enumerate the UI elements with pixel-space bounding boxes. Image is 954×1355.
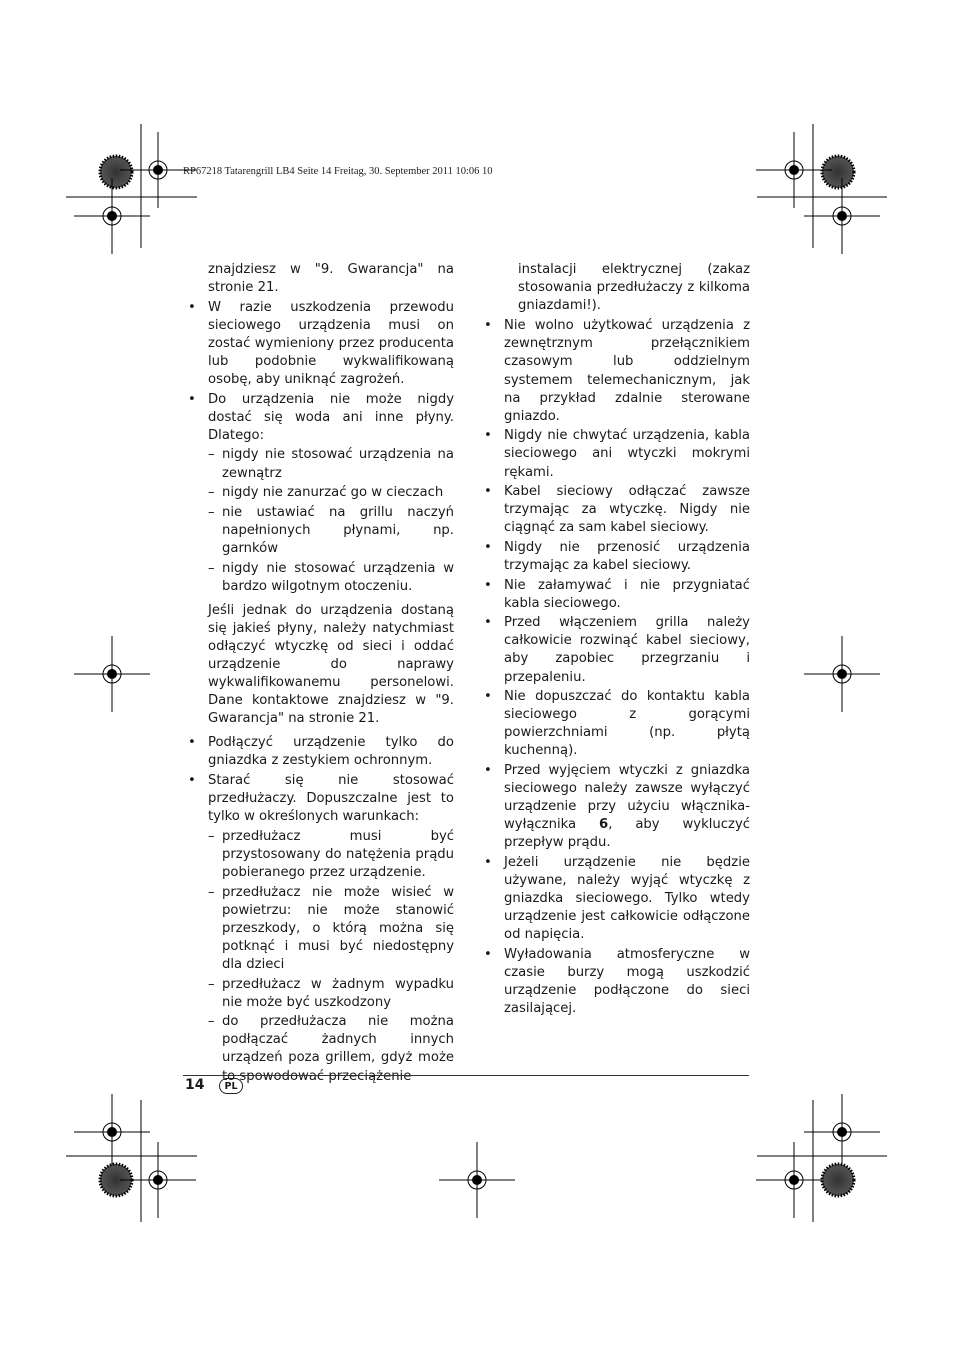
sub-item-text: przedłużacz musi być przystosowany do natężenia prądu pobieranego przez urządzenie. [222, 828, 454, 880]
list-item [482, 483, 750, 537]
list-item [482, 762, 750, 852]
bullet-text: Nie wolno użytkować urządzenia z zewnętrznym przełącznikiem czasowym lub oddzielnym systemem telemechanicznym, jak na przykład zdalnie sterowane gniazdo. [504, 318, 750, 424]
list-item [186, 772, 454, 1086]
bullet-icon: • [484, 946, 492, 962]
dash-icon: – [208, 504, 215, 520]
bullet-icon: • [484, 318, 492, 334]
footer-rule [183, 1075, 749, 1076]
bullet-text: Kabel sieciowy odłączać zawsze trzymając za wtyczkę. Nigdy nie ciągnąć za sam kabel sieciowy. [504, 484, 750, 536]
dash-icon: – [208, 884, 215, 900]
dash-icon: – [208, 485, 215, 501]
list-item [208, 484, 454, 502]
registration-mark-bottom-left-b [74, 1094, 150, 1170]
starburst-bottom-right [822, 1164, 854, 1196]
list-item [208, 446, 454, 482]
registration-mark-bottom-center [439, 1142, 515, 1218]
bullet-text: Wyładowania atmosferyczne w czasie burzy mogą uszkodzić urządzenie podłączone do sieci zasilającej. [504, 946, 750, 1017]
registration-mark-top-right-b [804, 178, 880, 254]
water-paragraph: Jeśli jednak do urządzenia dostaną się jakieś płyny, należy natychmiast odłączyć wtyczkę od sieci i oddać urządzenie do naprawy wykwalifikowanemu personelowi. Dane kontaktowe znajdziesz w "9. Gwarancja" na stronie 21. [208, 602, 454, 727]
language-badge: PL [219, 1078, 243, 1094]
starburst-top-left [100, 156, 132, 188]
list-item [482, 539, 750, 575]
registration-mark-mid-left [74, 636, 150, 712]
right-continuation: instalacji elektrycznej (zakaz stosowania przedłużaczy z kilkoma gniazdami!). [518, 262, 750, 314]
bullet-icon: • [484, 689, 492, 705]
list-item [208, 828, 454, 882]
list-item [208, 560, 454, 596]
bullet-icon: • [188, 391, 196, 407]
right-column [482, 261, 750, 1018]
bullet-icon: • [484, 763, 492, 779]
sub-item-text: do przedłużacza nie można podłączać żadnych innych urządzeń poza grillem, gdyż może to spowodować przeciążenie [222, 1014, 454, 1084]
registration-mark-mid-right [804, 636, 880, 712]
switch-reference-number: 6 [599, 817, 609, 833]
bullet-text: W razie uszkodzenia przewodu sieciowego urządzenia musi on zostać wymieniony przez producenta lub podobnie wykwalifikowaną osobę, aby uniknąć zagrożeń. [208, 299, 454, 388]
starburst-top-right [822, 156, 854, 188]
registration-mark-bottom-right-b [804, 1094, 880, 1170]
printer-slug-line: RP67218 Tatarengrill LB4 Seite 14 Freitag, 30. September 2011 10:06 10 [183, 166, 493, 177]
bullet-icon: • [188, 299, 196, 315]
dash-icon: – [208, 828, 215, 844]
bullet-icon: • [484, 615, 492, 631]
list-item [482, 577, 750, 613]
bullet-text: Nie załamywać i nie przygniatać kabla sieciowego. [504, 577, 750, 611]
bullet-text: Jeżeli urządzenie nie będzie używane, należy wyjąć wtyczkę z gniazdka sieciowego. Tylko wtedy urządzenie jest całkowicie odłączone od napięcia. [504, 855, 750, 943]
page-number: 14 [185, 1077, 205, 1093]
dash-icon: – [208, 976, 215, 992]
dash-icon: – [208, 1014, 215, 1030]
list-item [482, 854, 750, 944]
list-item [482, 427, 750, 481]
extension-sublist [208, 828, 454, 1086]
sub-item-text: przedłużacz w żadnym wypadku nie może być uszkodzony [222, 976, 454, 1010]
water-sublist [208, 446, 454, 595]
list-item [186, 391, 454, 729]
bullet-text: Przed wyjęciem wtyczki z gniazdka sieciowego należy zawsze wyłączyć urządzenie przy użyciu włącznika-wyłącznika [504, 763, 750, 833]
registration-mark-bottom-left-a [120, 1142, 196, 1218]
list-item [482, 614, 750, 686]
bullet-text: , aby wykluczyć przepływ prądu. [504, 817, 750, 851]
sub-item-text: nie ustawiać na grillu naczyń napełnionych płynami, np. garnków [222, 504, 454, 556]
bullet-icon: • [484, 539, 492, 555]
left-bullet-list [186, 299, 454, 1086]
list-item [208, 976, 454, 1012]
sub-item-text: przedłużacz nie może wisieć w powietrzu: nie może stanowić przeszkody, o którą można się potknąć i musi być niedostępny dla dzieci [222, 884, 454, 972]
bullet-text: Przed włączeniem grilla należy całkowicie rozwinąć kabel sieciowy, aby zapobiec przegrzaniu i przepaleniu. [504, 615, 750, 685]
bullet-text: Podłączyć urządzenie tylko do gniazdka z zestykiem ochronnym. [208, 735, 454, 769]
list-item [186, 734, 454, 770]
registration-mark-top-left-b [74, 178, 150, 254]
list-item [208, 504, 454, 558]
list-item [208, 884, 454, 974]
list-item [482, 317, 750, 426]
bullet-icon: • [188, 773, 196, 789]
bullet-icon: • [188, 735, 196, 751]
bullet-icon: • [484, 577, 492, 593]
list-item [482, 688, 750, 760]
sub-item-text: nigdy nie stosować urządzenia na zewnątrz [222, 447, 454, 481]
bullet-text: Nie dopuszczać do kontaktu kabla sieciowego z gorącymi powierzchniami (np. płytą kuchenną). [504, 689, 750, 759]
sub-item-text: nigdy nie stosować urządzenia w bardzo wilgotnym otoczeniu. [222, 560, 454, 594]
bullet-icon: • [484, 855, 492, 870]
left-column [186, 261, 454, 1086]
registration-mark-bottom-right-a [756, 1142, 832, 1218]
intro-continuation: znajdziesz w "9. Gwarancja" na stronie 21. [208, 262, 454, 296]
list-item [482, 946, 750, 1018]
bullet-text: Do urządzenia nie może nigdy dostać się woda ani inne płyny. Dlatego: [208, 391, 454, 443]
right-bullet-list [482, 317, 750, 1018]
list-item [186, 299, 454, 389]
dash-icon: – [208, 560, 215, 576]
bullet-text: Starać się nie stosować przedłużaczy. Dopuszczalne jest to tylko w określonych warunkach: [208, 773, 454, 825]
bullet-text: Nigdy nie przenosić urządzenia trzymając za kabel sieciowy. [504, 539, 750, 573]
bullet-icon: • [484, 484, 492, 500]
bullet-text: Nigdy nie chwytać urządzenia, kabla sieciowego ani wtyczki mokrymi rękami. [504, 428, 750, 480]
dash-icon: – [208, 447, 215, 463]
bullet-icon: • [484, 428, 492, 444]
sub-item-text: nigdy nie zanurzać go w cieczach [222, 485, 444, 501]
